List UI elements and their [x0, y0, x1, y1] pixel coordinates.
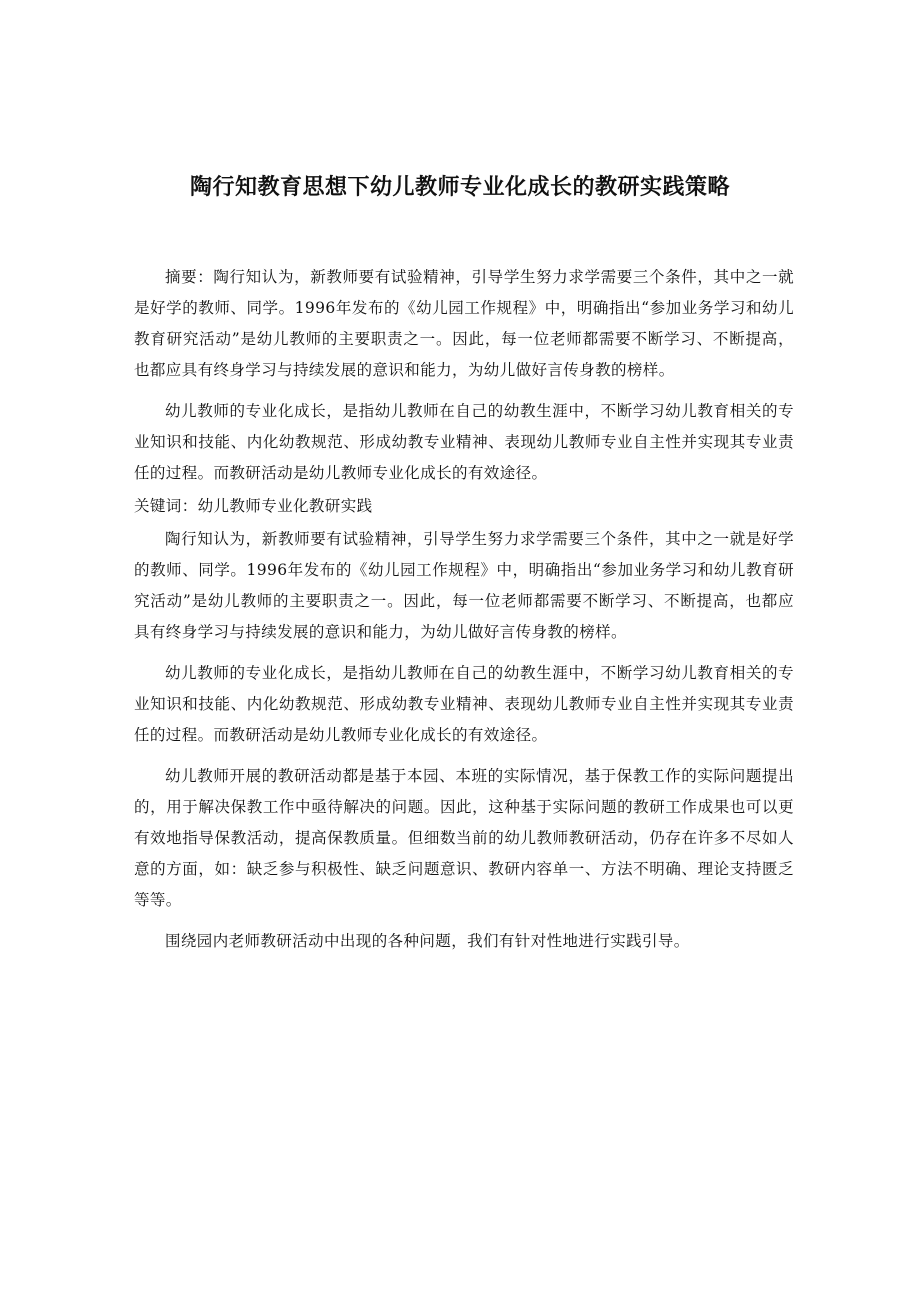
- abstract-paragraph-2: 幼儿教师的专业化成长，是指幼儿教师在自己的幼教生涯中，不断学习幼儿教育相关的专业知识和技能、内化幼教规范、形成幼教专业精神、表现幼儿教师专业自主性并实现其专业责任的过程。而教研活动是幼儿教师专业化成长的有效途径。: [134, 402, 794, 482]
- body-paragraph-1: 陶行知认为，新教师要有试验精神，引导学生努力求学需要三个条件，其中之一就是好学的教师、同学。1996年发布的《幼儿园工作规程》中，明确指出“参加业务学习和幼儿教育研究活动”是幼儿教师的主要职责之一。因此，每一位老师都需要不断学习、不断提高，也都应具有终身学习与持续发展的意识和能力，为幼儿做好言传身教的榜样。: [134, 530, 794, 641]
- document-body: [134, 262, 794, 967]
- keywords-line: 关键词：幼儿教师专业化教研实践: [134, 497, 373, 515]
- abstract-paragraph: 摘要：陶行知认为，新教师要有试验精神，引导学生努力求学需要三个条件，其中之一就是好学的教师、同学。1996年发布的《幼儿园工作规程》中，明确指出“参加业务学习和幼儿教育研究活动”是幼儿教师的主要职责之一。因此，每一位老师都需要不断学习、不断提高，也都应具有终身学习与持续发展的意识和能力，为幼儿做好言传身教的榜样。: [134, 268, 794, 379]
- body-paragraph-4: 围绕园内老师教研活动中出现的各种问题，我们有针对性地进行实践引导。: [165, 932, 690, 950]
- body-paragraph-3: 幼儿教师开展的教研活动都是基于本园、本班的实际情况，基于保教工作的实际问题提出的，用于解决保教工作中亟待解决的问题。因此，这种基于实际问题的教研工作成果也可以更有效地指导保教活动，提高保教质量。但细数当前的幼儿教师教研活动，仍存在许多不尽如人意的方面，如：缺乏参与积极性、缺乏问题意识、教研内容单一、方法不明确、理论支持匮乏等等。: [134, 767, 794, 909]
- document-title: 陶行知教育思想下幼儿教师专业化成长的教研实践策略: [189, 175, 730, 200]
- body-paragraph-2: 幼儿教师的专业化成长，是指幼儿教师在自己的幼教生涯中，不断学习幼儿教育相关的专业知识和技能、内化幼教规范、形成幼教专业精神、表现幼儿教师专业自主性并实现其专业责任的过程。而教研活动是幼儿教师专业化成长的有效途径。: [134, 664, 794, 744]
